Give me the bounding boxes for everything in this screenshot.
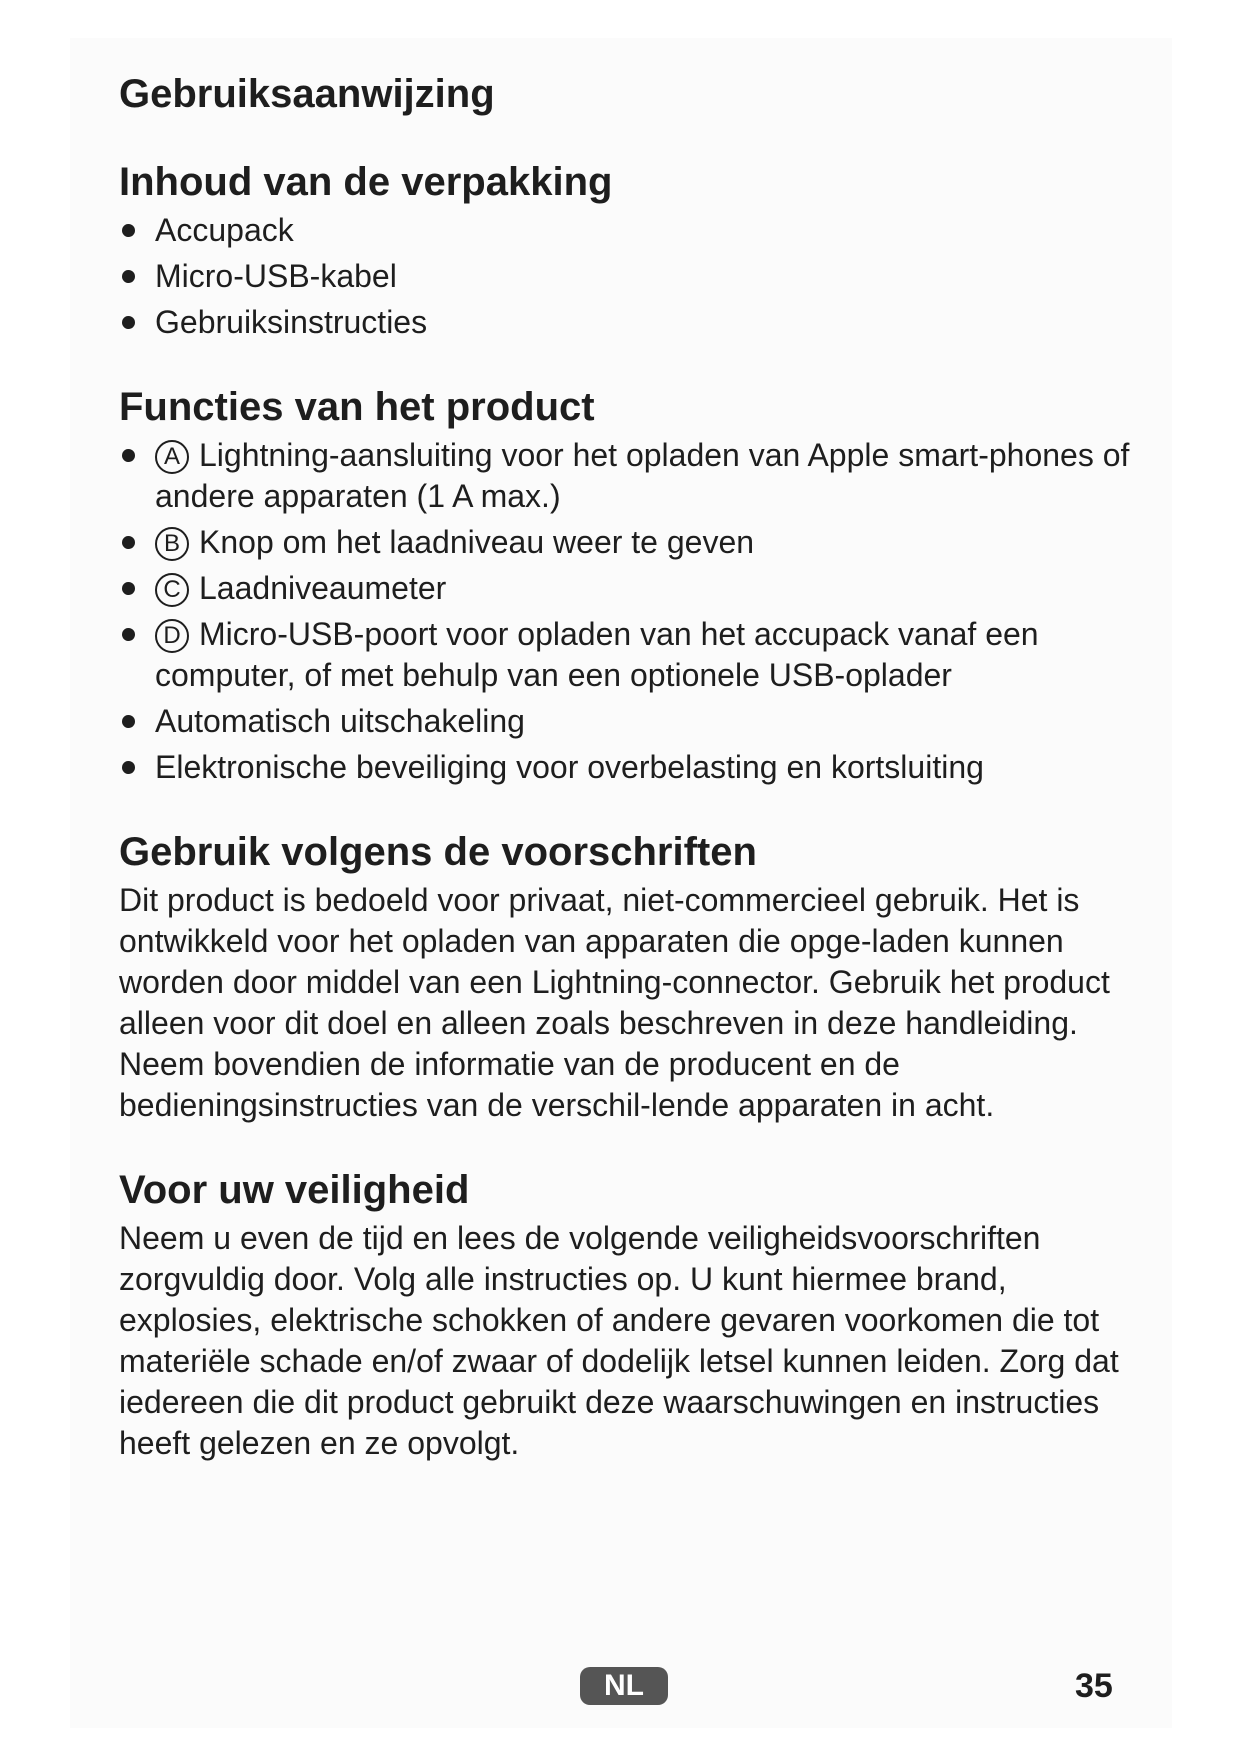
intended-use-section	[119, 828, 1149, 1126]
list-item	[119, 302, 1149, 343]
package-contents-section	[119, 158, 1149, 343]
bullet-icon	[122, 270, 135, 283]
bullet-icon	[122, 582, 135, 595]
list-item	[119, 747, 1149, 788]
bullet-icon	[122, 316, 135, 329]
bullet-icon	[122, 628, 135, 641]
product-features-section	[119, 383, 1149, 788]
safety-paragraph: Neem u even de tijd en lees de volgende veiligheidsvoorschriften zorgvuldig door. Volg alle instructies op. U kunt hiermee brand, explosies, elektrische schokken of andere gevaren voorkomen die tot materiële schade en/of zwaar of dodelijk letsel kunnen leiden. Zorg dat iedereen die dit product gebruikt deze waarschuwingen en instructies heeft gelezen en ze opvolgt.	[119, 1220, 1119, 1461]
package-contents-list	[119, 210, 1149, 343]
circled-letter-a-icon: A	[155, 440, 189, 474]
product-features-heading: Functies van het product	[119, 385, 595, 429]
list-item	[119, 522, 1149, 563]
bullet-icon	[122, 715, 135, 728]
manual-content	[119, 70, 1149, 1464]
safety-section	[119, 1166, 1149, 1464]
package-contents-heading: Inhoud van de verpakking	[119, 160, 613, 204]
bullet-icon	[122, 224, 135, 237]
list-item	[119, 568, 1149, 609]
list-item	[119, 701, 1149, 742]
list-item	[119, 256, 1149, 297]
list-item-text: Laadniveaumeter	[199, 570, 447, 606]
document-title: Gebruiksaanwijzing	[119, 72, 495, 116]
intended-use-paragraph: Dit product is bedoeld voor privaat, niet-commercieel gebruik. Het is ontwikkeld voor het opladen van apparaten die opge-laden kunnen worden door middel van een Lightning-connector. Gebruik het product alleen voor dit doel en alleen zoals beschreven in deze handleiding. Neem bovendien de informatie van de producent en de bedieningsinstructies van de verschil-lende apparaten in acht.	[119, 882, 1110, 1123]
list-item-text: Micro-USB-kabel	[155, 258, 397, 294]
list-item-text: Micro-USB-poort voor opladen van het accupack vanaf een computer, of met behulp van een optionele USB-oplader	[155, 616, 1039, 693]
language-badge: NL	[580, 1667, 668, 1705]
page-number: 35	[1075, 1667, 1113, 1705]
list-item-text: Accupack	[155, 212, 294, 248]
bullet-icon	[122, 761, 135, 774]
circled-letter-b-icon: B	[155, 527, 189, 561]
list-item	[119, 210, 1149, 251]
list-item	[119, 435, 1149, 517]
list-item-text: Automatisch uitschakeling	[155, 703, 525, 739]
list-item-text: Lightning-aansluiting voor het opladen van Apple smart-phones of andere apparaten (1 A max.)	[155, 437, 1130, 514]
list-item	[119, 614, 1149, 696]
list-item-text: Gebruiksinstructies	[155, 304, 428, 340]
safety-heading: Voor uw veiligheid	[119, 1168, 470, 1212]
circled-letter-c-icon: C	[155, 573, 189, 607]
bullet-icon	[122, 536, 135, 549]
bullet-icon	[122, 449, 135, 462]
product-features-list	[119, 435, 1149, 788]
list-item-text: Elektronische beveiliging voor overbelasting en kortsluiting	[155, 749, 984, 785]
list-item-text: Knop om het laadniveau weer te geven	[199, 524, 755, 560]
intended-use-heading: Gebruik volgens de voorschriften	[119, 830, 757, 874]
circled-letter-d-icon: D	[155, 619, 189, 653]
